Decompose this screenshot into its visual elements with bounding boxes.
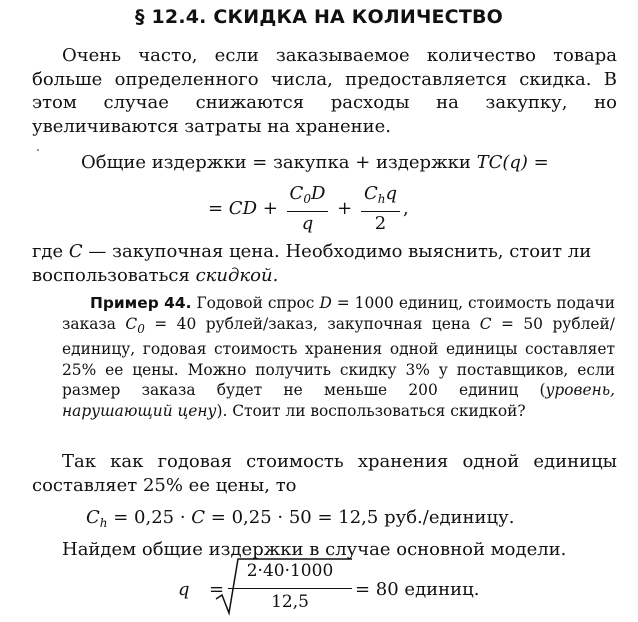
ordering-cost-fraction: $\frac{C_0D}{q}$	[287, 183, 329, 235]
tc-symbol: TC(q) =	[476, 152, 549, 173]
holding-rate-formula: $C_h = 0,25 \cdot C = 0,25 \cdot 50 = 12,5$ руб./единицу.	[86, 507, 515, 530]
section-heading: § 12.4. СКИДКА НА КОЛИЧЕСТВО	[134, 6, 504, 28]
eoq-formula: q = 2·40·1000 12,5 = 80 единиц.	[178, 555, 598, 619]
intro-paragraph	[32, 44, 617, 138]
holding-cost-paragraph: Так как годовая стоимость хранения одной единицы составляет 25% ее цены, то	[32, 451, 617, 496]
holding-cost-fraction: $\frac{C_hq}{2}$	[361, 183, 400, 235]
q-symbol: q	[178, 579, 190, 600]
total-cost-words: Общие издержки = закупка + издержки	[81, 152, 471, 173]
total-cost-formula-line2: = CD + $\frac{C_0D}{q}$ + $\frac{C_hq}{2}$ ,	[208, 183, 409, 234]
basic-model-sentence: Найдем общие издержки в случае основной модели.	[62, 539, 567, 560]
where-paragraph: где C — закупочная цена. Необходимо выяснить, стоит ли воспользоваться скидкой.	[32, 241, 592, 286]
example-44: Пример 44. Годовой спрос D = 1000 единиц, стоимость подачи заказа $C_0 = 40$ рублей/заказ, закупочная цена C = 50 рублей/единицу, годовая стоимость хранения одной единицы составляет 25% ее цены. Можно получить скидку 3% у поставщиков, если размер заказа будет не меньше 200 единиц (уровень, нарушающий цену). Стоит ли воспользоваться скидкой?	[62, 294, 615, 420]
intro-text: Очень часто, если заказываемое количество товара больше определенного числа, предоставляется скидка. В этом случае снижаются расходы на закупку, но увеличиваются затраты на хранение.	[32, 45, 617, 137]
plus-sign: +	[337, 198, 353, 219]
sqrt-denominator: 12,5	[271, 592, 309, 612]
cd-term: = CD +	[208, 198, 278, 219]
total-cost-formula-line1	[81, 151, 549, 175]
sqrt-numerator: 2·40·1000	[246, 561, 334, 581]
fraction-bar	[228, 588, 352, 589]
stray-mark	[37, 149, 39, 151]
example-label: Пример 44.	[90, 294, 192, 312]
eoq-result: = 80 единиц.	[355, 579, 480, 600]
